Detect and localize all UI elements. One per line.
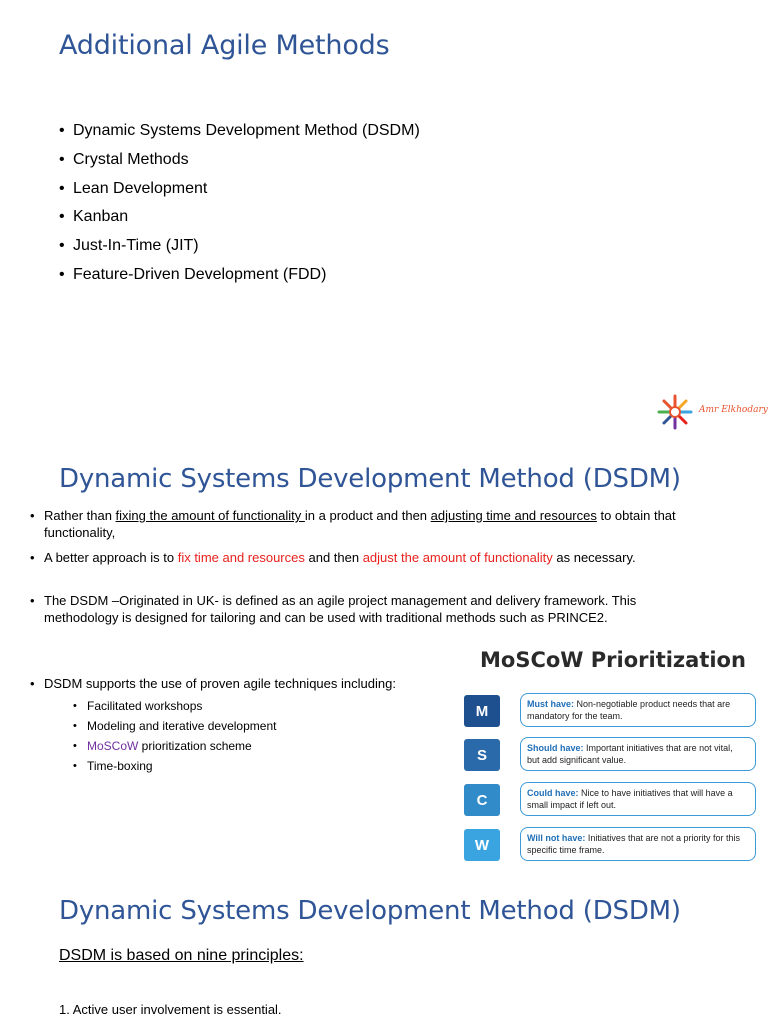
- paragraph-fixing-functionality: [44, 508, 704, 541]
- author-logo: [655, 392, 768, 432]
- underlined-text: fixing the amount of functionality: [115, 508, 305, 523]
- list-item: • Kanban: [59, 203, 420, 232]
- text: and then: [304, 550, 363, 565]
- moscow-row-must: [462, 693, 766, 731]
- moscow-row-could: [462, 782, 766, 820]
- text: to obtain that functionality,: [44, 508, 676, 540]
- techniques-list: [87, 696, 276, 776]
- agile-methods-list: [59, 117, 420, 290]
- figure-title: MoSCoW Prioritization: [480, 648, 746, 672]
- description: Non-negotiable product needs that are mandatory for the team.: [527, 699, 731, 721]
- text: Rather than: [44, 508, 116, 523]
- letter-badge: M: [464, 695, 500, 727]
- list-item: • Dynamic Systems Development Method (DSDM): [59, 117, 420, 146]
- key-label: Could have:: [527, 788, 579, 798]
- letter-badge: W: [464, 829, 500, 861]
- key-label: Will not have:: [527, 833, 586, 843]
- principles-heading: DSDM is based on nine principles:: [59, 947, 304, 964]
- description-box: [520, 782, 756, 816]
- highlighted-text: fix time and resources: [177, 550, 305, 565]
- letter-badge: C: [464, 784, 500, 816]
- description: Initiatives that are not a priority for this specific time frame.: [527, 833, 740, 855]
- description-box: [520, 827, 756, 861]
- moscow-prioritization-figure: [462, 644, 766, 866]
- text: A better approach is to: [44, 550, 178, 565]
- list-item: • Just-In-Time (JIT): [59, 232, 420, 261]
- description-box: [520, 737, 756, 771]
- paragraph-dsdm-origin: • The DSDM –Originated in UK- is defined as an agile project management and delivery framework. This methodology is designed for tailoring and can be used with traditional methods such as PRINCE2.: [44, 593, 704, 626]
- slide-title: Dynamic Systems Development Method (DSDM): [59, 464, 681, 494]
- sunburst-logo-icon: [655, 392, 699, 432]
- moscow-row-wont: [462, 827, 766, 865]
- text: as necessary.: [552, 550, 636, 565]
- description: Nice to have initiatives that will have a small impact if left out.: [527, 788, 733, 810]
- text: in a product and then: [304, 508, 431, 523]
- highlighted-text: MoSCoW: [87, 739, 139, 753]
- paragraph-better-approach: [44, 550, 704, 567]
- list-item: • Time-boxing: [87, 756, 276, 776]
- key-label: Should have:: [527, 743, 584, 753]
- slide-title: Dynamic Systems Development Method (DSDM): [59, 896, 681, 926]
- description-box: [520, 693, 756, 727]
- logo-text: Amr Elkhodary: [699, 405, 768, 415]
- key-label: Must have:: [527, 699, 575, 709]
- letter-badge: S: [464, 739, 500, 771]
- underlined-text: adjusting time and resources: [430, 508, 597, 523]
- slide-dsdm-principles: [0, 870, 768, 1024]
- slide-title: Additional Agile Methods: [59, 30, 390, 61]
- list-item: • Modeling and iterative development: [87, 716, 276, 736]
- text: prioritization scheme: [138, 739, 252, 753]
- paragraph-dsdm-techniques: • DSDM supports the use of proven agile techniques including:: [44, 676, 464, 693]
- highlighted-text: adjust the amount of functionality: [362, 550, 553, 565]
- moscow-row-should: [462, 737, 766, 775]
- list-item: • Facilitated workshops: [87, 696, 276, 716]
- list-item: • Feature-Driven Development (FDD): [59, 261, 420, 290]
- slide-additional-agile-methods: [0, 0, 768, 384]
- list-item: • Crystal Methods: [59, 146, 420, 175]
- list-item: [87, 736, 276, 756]
- description: Important initiatives that are not vital, but add significant value.: [527, 743, 733, 765]
- list-item: • Lean Development: [59, 175, 420, 204]
- slide-dsdm-overview: [0, 440, 768, 870]
- principle-item: 1. Active user involvement is essential.: [59, 1002, 282, 1017]
